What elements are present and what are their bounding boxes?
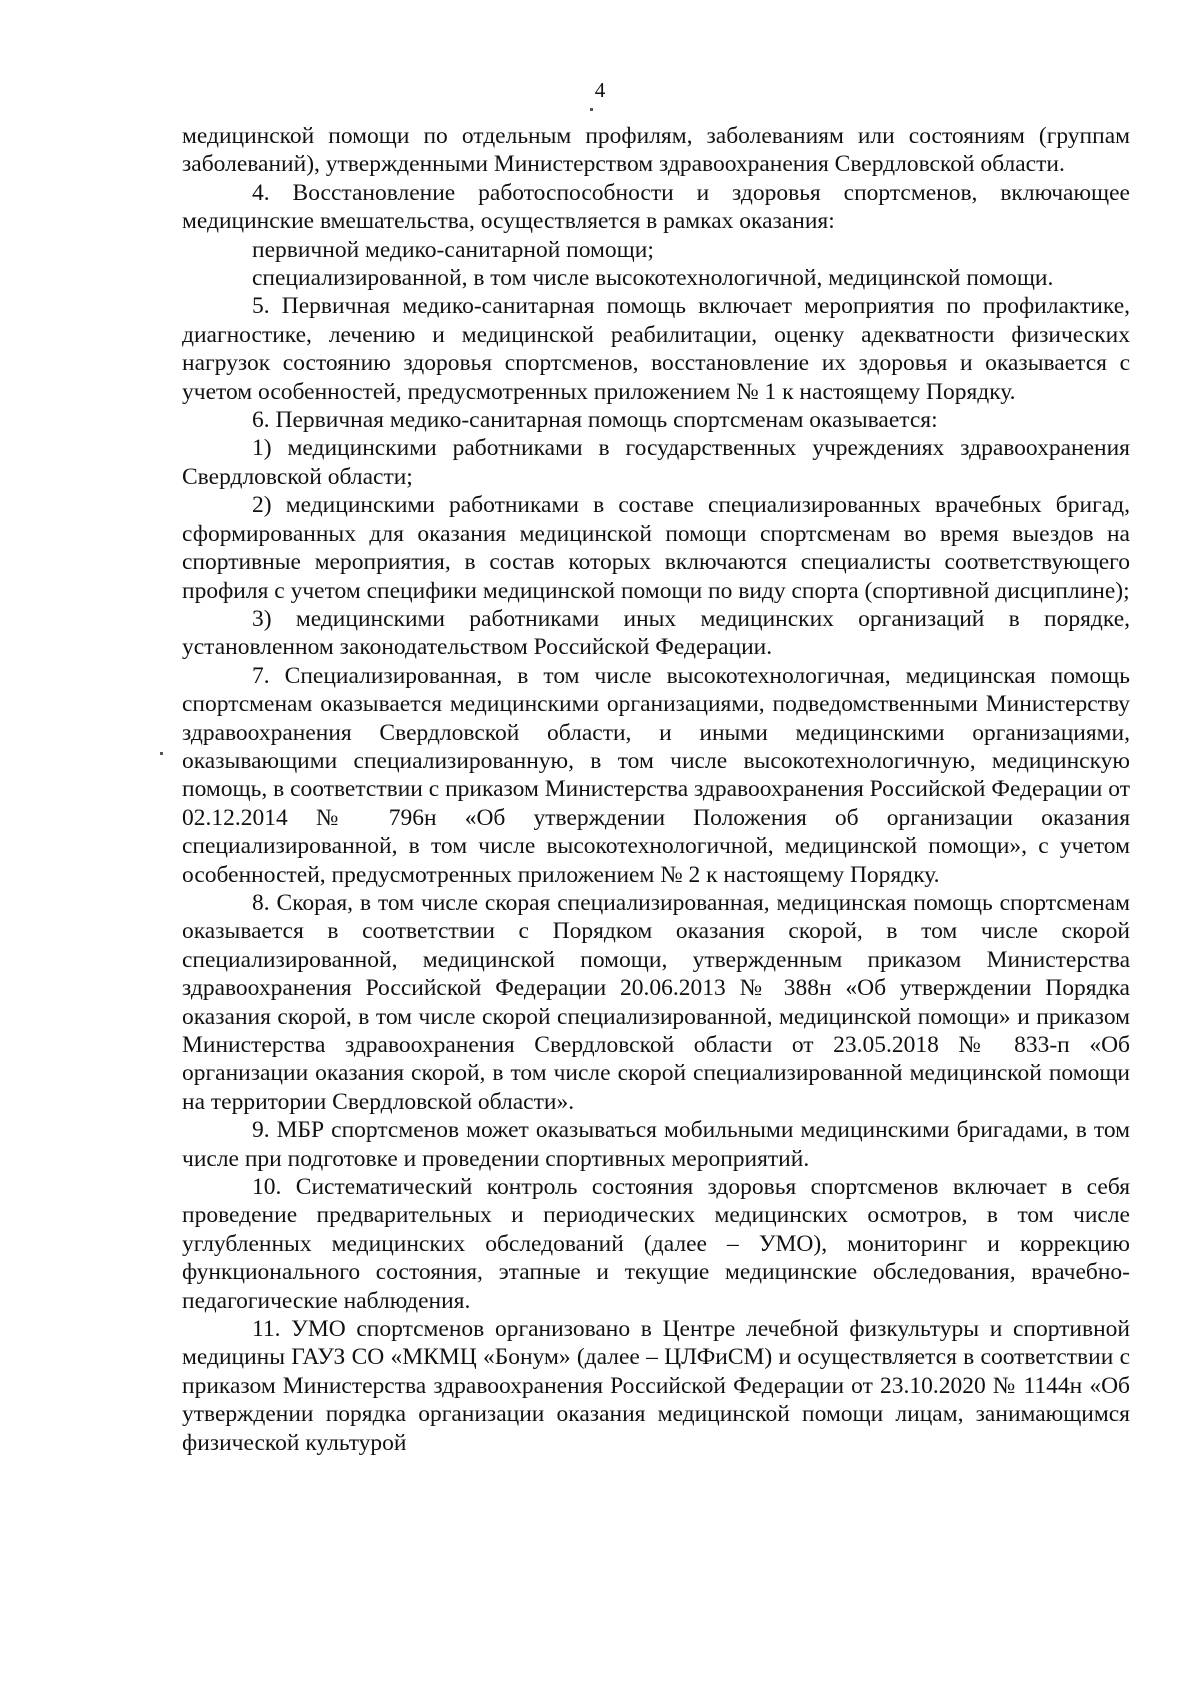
paragraph: 8. Скорая, в том числе скорая специализированная, медицинская помощь спортсменам оказывается в соответствии с Порядком оказания скорой, в том числе скорой специализированной, медицинской помощи, утвержденным приказом Министерства здравоохранения Российской Федерации 20.06.2013 № 388н «Об утверждении Порядка оказания скорой, в том числе скорой специализированной, медицинской помощи» и приказом Министерства здравоохранения Свердловской области от 23.05.2018 № 833-п «Об организации оказания скорой, в том числе скорой специализированной медицинской помощи на территории Свердловской области». (182, 889, 1130, 1115)
paragraph: 3) медицинскими работниками иных медицинских организаций в порядке, установленном законодательством Российской Федерации. (182, 605, 1130, 661)
paragraph: 2) медицинскими работниками в составе специализированных врачебных бригад, сформированных для оказания медицинской помощи спортсменам во время выездов на спортивные мероприятия, в состав которых включаются специалисты соответствующего профиля с учетом специфики медицинской помощи по виду спорта (спортивной дисциплине); (182, 492, 1130, 604)
paragraph: специализированной, в том числе высокотехнологичной, медицинской помощи. (252, 265, 1054, 292)
paragraph: 1) медицинскими работниками в государственных учреждениях здравоохранения Свердловской области; (182, 435, 1130, 490)
document-body (182, 122, 1130, 1457)
paragraph: медицинской помощи по отдельным профилям, заболеваниям или состояниям (группам заболеваний), утвержденными Министерством здравоохранения Свердловской области. (182, 123, 1130, 178)
paragraph: 7. Специализированная, в том числе высокотехнологичная, медицинская помощь спортсменам оказывается медицинскими организациями, подведомственными Министерству здравоохранения Свердловской области, и иными медицинскими организациями, оказывающими специализированную, в том числе высокотехнологичную, медицинскую помощь, в соответствии с приказом Министерства здравоохранения Российской Федерации от 02.12.2014 № 796н «Об утверждении Положения об организации оказания специализированной, в том числе высокотехнологичной, медицинской помощи», с учетом особенностей, предусмотренных приложением № 2 к настоящему Порядку. (182, 662, 1130, 888)
paragraph: 5. Первичная медико-санитарная помощь включает мероприятия по профилактике, диагностике, лечению и медицинской реабилитации, оценку адекватности физических нагрузок состоянию здоровья спортсменов, восстановление их здоровья и оказывается с учетом особенностей, предусмотренных приложением № 1 к настоящему Порядку. (182, 293, 1130, 405)
paragraph: 9. МБР спортсменов может оказываться мобильными медицинскими бригадами, в том числе при подготовке и проведении спортивных мероприятий. (182, 1117, 1130, 1172)
scan-speck (160, 752, 163, 755)
paragraph: 11. УМО спортсменов организовано в Центре лечебной физкультуры и спортивной медицины ГАУЗ СО «МКМЦ «Бонум» (далее – ЦЛФиСМ) и осуществляется в соответствии с приказом Министерства здравоохранения Российской Федерации от 23.10.2020 № 1144н «Об утверждении порядка организации оказания медицинской помощи лицам, занимающимся физической культурой (182, 1316, 1130, 1456)
paragraph: 4. Восстановление работоспособности и здоровья спортсменов, включающее медицинские вмешательства, осуществляется в рамках оказания: (182, 179, 1130, 235)
page-number: 4 (594, 78, 606, 102)
paragraph: 10. Систематический контроль состояния здоровья спортсменов включает в себя проведение предварительных и периодических медицинских осмотров, в том числе углубленных медицинских обследований (далее – УМО), мониторинг и коррекцию функционального состояния, этапные и текущие медицинские обследования, врачебно-педагогические наблюдения. (182, 1174, 1130, 1314)
scan-speck (590, 108, 593, 111)
paragraph: 6. Первичная медико-санитарная помощь спортсменам оказывается: (252, 407, 938, 434)
paragraph: первичной медико-санитарной помощи; (252, 236, 654, 263)
